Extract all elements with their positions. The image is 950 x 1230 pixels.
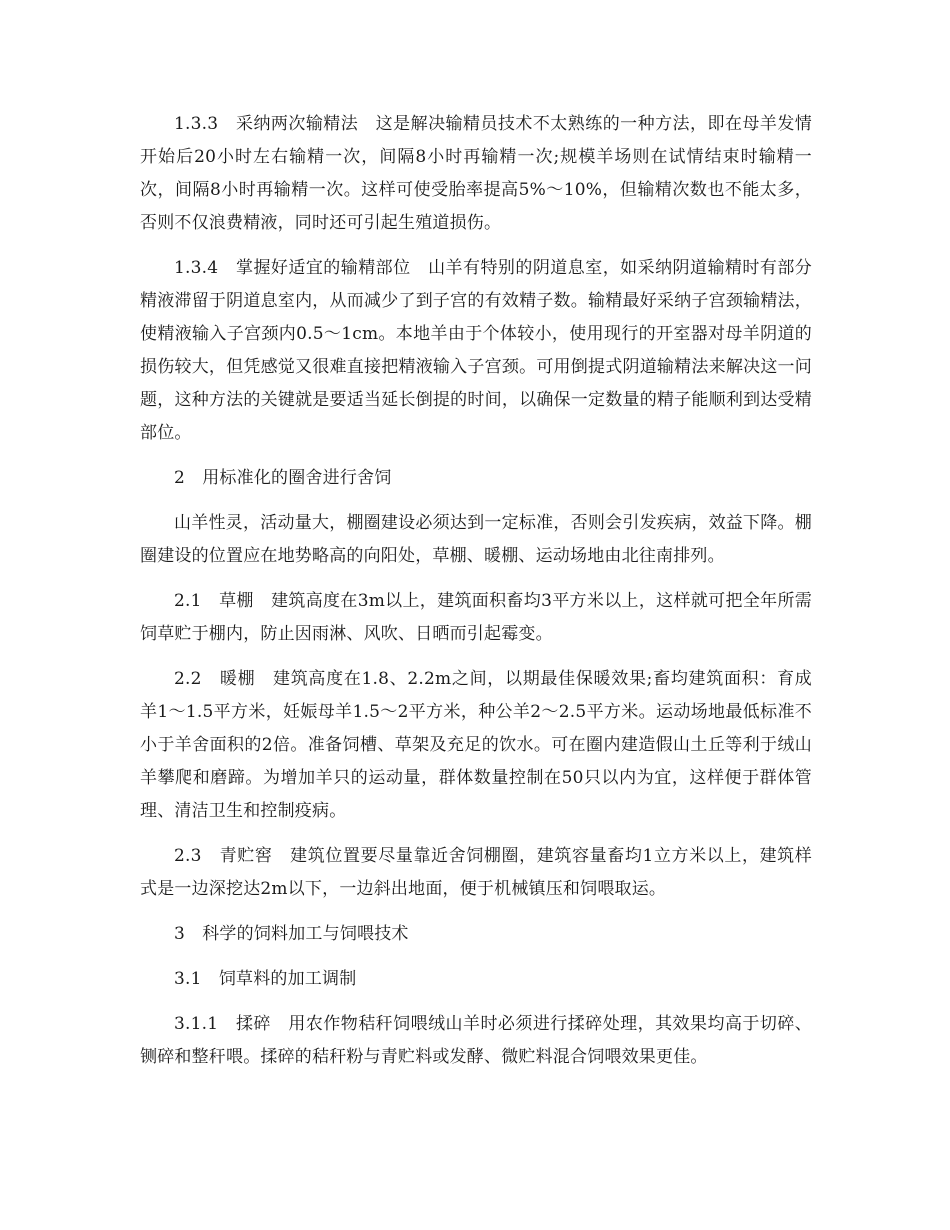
paragraph-2-1: 2.1 草棚 建筑高度在3m以上，建筑面积畜均3平方米以上，这样就可把全年所需饲草贮于棚内，防止因雨淋、风吹、日晒而引起霉变。 <box>140 591 812 644</box>
paragraph-section-2-intro: 山羊性灵，活动量大，棚圈建设必须达到一定标准，否则会引发疾病，效益下降。棚圈建设的位置应在地势略高的向阳处，草棚、暖棚、运动场地由北往南排列。 <box>140 513 812 566</box>
document-body <box>140 108 812 1086</box>
paragraph-3-1-1: 3.1.1 揉碎 用农作物秸秆饲喂绒山羊时必须进行揉碎处理，其效果均高于切碎、铡碎和整秆喂。揉碎的秸秆粉与青贮料或发酵、微贮料混合饲喂效果更佳。 <box>140 1014 812 1067</box>
paragraph-2-2: 2.2 暖棚 建筑高度在1.8、2.2m之间，以期最佳保暖效果;畜均建筑面积：育成羊1～1.5平方米，妊娠母羊1.5～2平方米，种公羊2～2.5平方米。运动场地最低标准不小于羊舍面积的2倍。准备饲槽、草架及充足的饮水。可在圈内建造假山土丘等利于绒山羊攀爬和磨蹄。为增加羊只的运动量，群体数量控制在50只以内为宜，这样便于群体管理、清洁卫生和控制疫病。 <box>140 669 812 821</box>
paragraph-1-3-3: 1.3.3 采纳两次输精法 这是解决输精员技术不太熟练的一种方法，即在母羊发情开始后20小时左右输精一次，间隔8小时再输精一次;规模羊场则在试情结束时输精一次，间隔8小时再输精一次。这样可使受胎率提高5%～10%，但输精次数也不能太多，否则不仅浪费精液，同时还可引起生殖道损伤。 <box>140 114 812 233</box>
subsection-heading-3-1: 3.1 饲草料的加工调制 <box>174 969 357 989</box>
section-heading-3: 3 科学的饲料加工与饲喂技术 <box>174 924 409 944</box>
paragraph-2-3: 2.3 青贮窖 建筑位置要尽量靠近舍饲棚圈，建筑容量畜均1立方米以上，建筑样式是一边深挖达2m以下，一边斜出地面，便于机械镇压和饲喂取运。 <box>140 846 812 899</box>
section-heading-2: 2 用标准化的圈舍进行舍饲 <box>174 468 392 488</box>
paragraph-1-3-4: 1.3.4 掌握好适宜的输精部位 山羊有特别的阴道息室，如采纳阴道输精时有部分精液滞留于阴道息室内，从而减少了到子宫的有效精子数。输精最好采纳子宫颈输精法，使精液输入子宫颈内0.5～1cm。本地羊由于个体较小，使用现行的开室器对母羊阴道的损伤较大，但凭感觉又很难直接把精液输入子宫颈。可用倒提式阴道输精法来解决这一问题，这种方法的关键就是要适当延长倒提的时间，以确保一定数量的精子能顺利到达受精部位。 <box>140 258 812 443</box>
